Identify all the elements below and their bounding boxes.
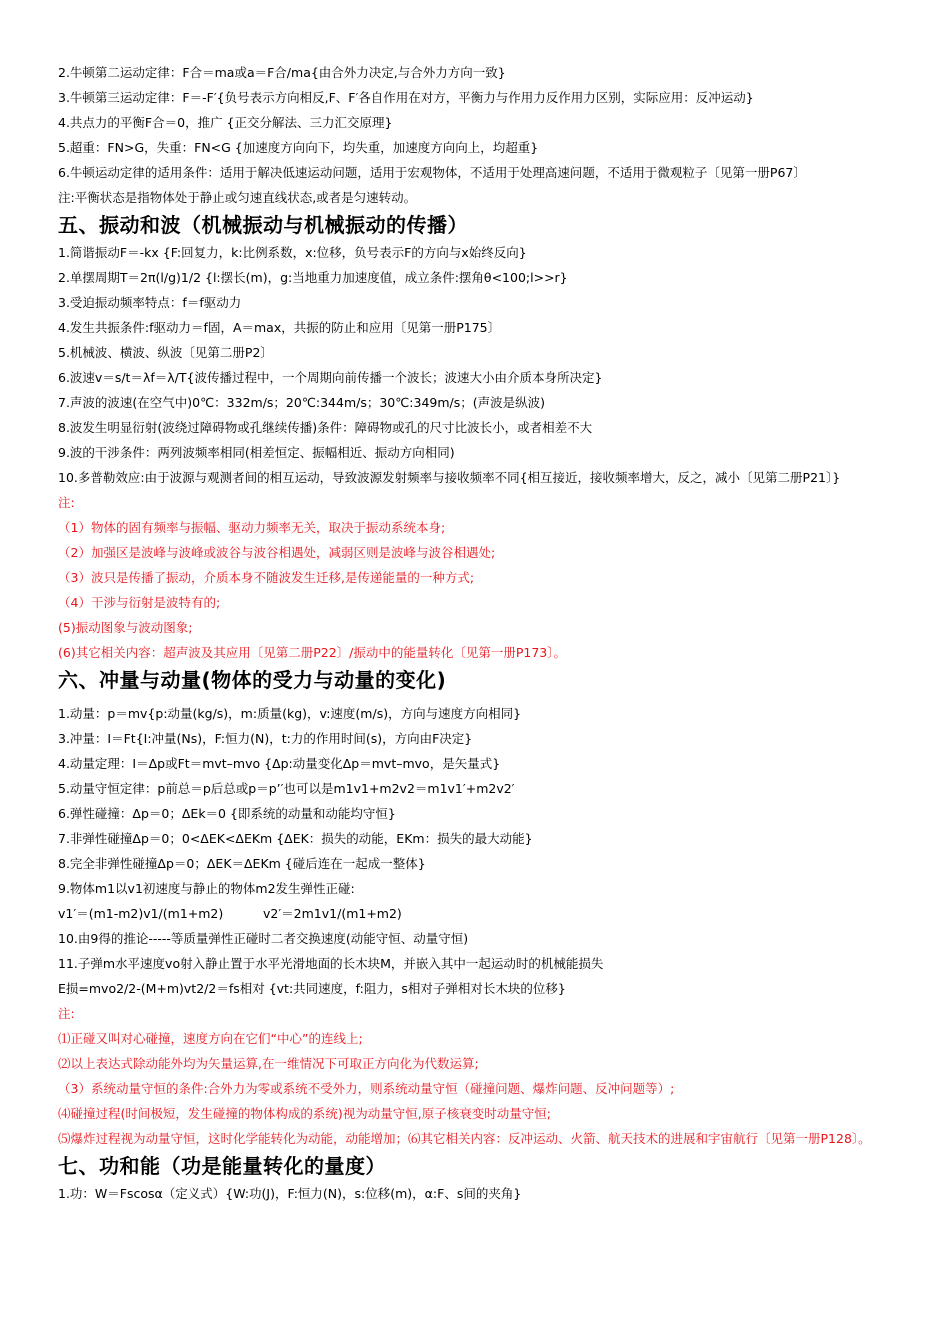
note-item: ⑸爆炸过程视为动量守恒，这时化学能转化为动能，动能增加；⑹其它相关内容：反冲运动、火箭、航天技术的进展和宇宙航行〔见第一册P128〕。 [58,1131,871,1146]
section-heading: 五、振动和波（机械振动与机械振动的传播） [58,213,468,237]
list-item: 7.非弹性碰撞Δp＝0；0<ΔEK<ΔEKm {ΔEK：损失的动能，EKm：损失的最大动能} [58,831,533,846]
section-impulse-momentum [58,665,894,1151]
list-item: 8.完全非弹性碰撞Δp＝0；ΔEK＝ΔEKm {碰后连在一起成一整体} [58,856,426,871]
list-item: 1.简谐振动F＝-kx {F:回复力，k:比例系数，x:位移，负号表示F的方向与x始终反向} [58,245,527,260]
section-vibration-waves [58,210,894,665]
section-newton-laws [58,60,894,210]
list-item: 9.波的干涉条件：两列波频率相同(相差恒定、振幅相近、振动方向相同) [58,445,455,460]
list-item: 1.功：W＝Fscosα（定义式）{W:功(J)，F:恒力(N)，s:位移(m)，α:F、s间的夹角} [58,1186,522,1201]
force-equilibrium: 4.共点力的平衡F合＝0，推广 {正交分解法、三力汇交原理} [58,115,393,130]
note-item: ⑴正碰又叫对心碰撞，速度方向在它们“中心”的连线上; [58,1031,363,1046]
section-heading: 六、冲量与动量(物体的受力与动量的变化) [58,668,447,692]
note-item: （1）物体的固有频率与振幅、驱动力频率无关，取决于振动系统本身; [58,520,446,535]
list-item: 10.多普勒效应:由于波源与观测者间的相互运动，导致波源发射频率与接收频率不同{相互接近，接收频率增大，反之，减小〔见第二册P21〕} [58,470,841,485]
list-item: 4.发生共振条件:f驱动力＝f固，A＝max，共振的防止和应用〔见第一册P175〕 [58,320,501,335]
list-item: 6.波速v＝s/t＝λf＝λ/T{波传播过程中，一个周期向前传播一个波长；波速大小由介质本身所决定} [58,370,603,385]
section-heading: 七、功和能（功是能量转化的量度） [58,1154,386,1178]
list-item: 2.单摆周期T＝2π(l/g)1/2 {l:摆长(m)，g:当地重力加速度值，成立条件:摆角θ<100;l>>r} [58,270,568,285]
list-item: 3.冲量：I＝Ft{I:冲量(Ns)，F:恒力(N)，t:力的作用时间(s)，方向由F决定} [58,731,473,746]
note-item: （3）系统动量守恒的条件:合外力为零或系统不受外力，则系统动量守恒（碰撞问题、爆炸问题、反冲问题等）; [58,1081,675,1096]
note-item: ⑷碰撞过程(时间极短，发生碰撞的物体构成的系统)视为动量守恒,原子核衰变时动量守恒; [58,1106,551,1121]
equilibrium-note: 注:平衡状态是指物体处于静止或匀速直线状态,或者是匀速转动。 [58,190,417,205]
note-item: （2）加强区是波峰与波峰或波谷与波谷相遇处，减弱区则是波峰与波谷相遇处; [58,545,496,560]
list-item: 1.动量：p＝mv{p:动量(kg/s)，m:质量(kg)，v:速度(m/s)，方向与速度方向相同} [58,706,522,721]
note-label: 注: [58,1006,75,1021]
list-item: 10.由9得的推论-----等质量弹性正碰时二者交换速度(动能守恒、动量守恒) [58,931,469,946]
section-work-energy [58,1151,894,1206]
newton-third-law: 3.牛顿第三运动定律：F＝-F′{负号表示方向相反,F、F′各自作用在对方，平衡力与作用力反作用力区别，实际应用：反冲运动} [58,90,754,105]
note-item: (6)其它相关内容：超声波及其应用〔见第二册P22〕/振动中的能量转化〔见第一册P173〕。 [58,645,567,660]
list-item: 7.声波的波速(在空气中)0℃：332m/s；20℃:344m/s；30℃:349m/s；(声波是纵波) [58,395,546,410]
note-label: 注: [58,495,75,510]
note-item: (5)振动图象与波动图象; [58,620,193,635]
formula-line: v1′＝(m1-m2)v1/(m1+m2) v2′＝2m1v1/(m1+m2) [58,906,402,921]
list-item: 8.波发生明显衍射(波绕过障碍物或孔继续传播)条件：障碍物或孔的尺寸比波长小，或者相差不大 [58,420,593,435]
list-item: 5.动量守恒定律：p前总＝p后总或p＝p’′也可以是m1v1+m2v2＝m1v1′+m2v2′ [58,781,515,796]
list-item: 5.机械波、横波、纵波〔见第二册P2〕 [58,345,273,360]
note-item: （3）波只是传播了振动，介质本身不随波发生迁移,是传递能量的一种方式; [58,570,475,585]
list-item: 4.动量定理：I＝Δp或Ft＝mvt–mvo {Δp:动量变化Δp＝mvt–mvo，是矢量式} [58,756,501,771]
list-item: 3.受迫振动频率特点：f＝f驱动力 [58,295,242,310]
overweight-weightlessness: 5.超重：FN>G，失重：FN<G {加速度方向向下，均失重，加速度方向向上，均超重} [58,140,539,155]
list-item: 6.弹性碰撞：Δp＝0；ΔEk＝0 {即系统的动量和动能均守恒} [58,806,396,821]
note-item: ⑵以上表达式除动能外均为矢量运算,在一维情况下可取正方向化为代数运算; [58,1056,479,1071]
newton-laws-applicability: 6.牛顿运动定律的适用条件：适用于解决低速运动问题，适用于宏观物体，不适用于处理高速问题，不适用于微观粒子〔见第一册P67〕 [58,165,806,180]
newton-second-law: 2.牛顿第二运动定律：F合＝ma或a＝F合/ma{由合外力决定,与合外力方向一致} [58,65,506,80]
note-item: （4）干涉与衍射是波特有的; [58,595,221,610]
formula-line: E损=mvo2/2-(M+m)vt2/2＝fs相对 {vt:共同速度，f:阻力，s相对子弹相对长木块的位移} [58,981,566,996]
list-item: 11.子弹m水平速度vo射入静止置于水平光滑地面的长木块M，并嵌入其中一起运动时的机械能损失 [58,956,604,971]
list-item: 9.物体m1以v1初速度与静止的物体m2发生弹性正碰: [58,881,355,896]
